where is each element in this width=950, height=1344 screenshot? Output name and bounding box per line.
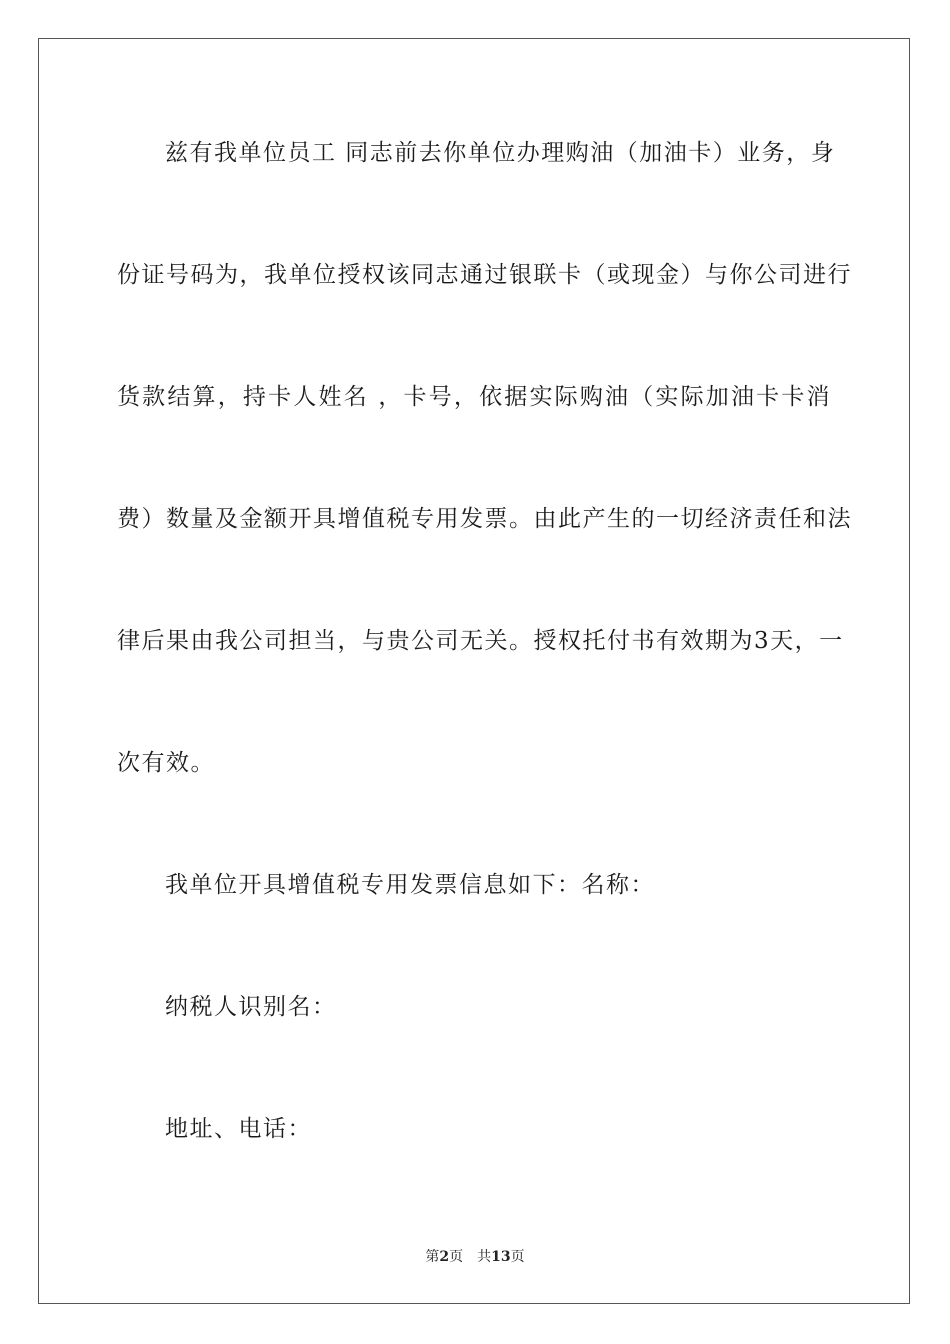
paragraph-line-2: 份证号码为，我单位授权该同志通过银联卡（或现金）与你公司进行 bbox=[117, 262, 852, 288]
total-prefix: 共 bbox=[477, 1249, 492, 1265]
address-phone-label: 地址、电话： bbox=[165, 1116, 312, 1142]
page-footer bbox=[0, 1248, 950, 1266]
paragraph-line-5: 律后果由我公司担当，与贵公司无关。授权托付书有效期为3天，一 bbox=[117, 628, 844, 654]
paragraph-line-1: 兹有我单位员工 同志前去你单位办理购油（加油卡）业务，身 bbox=[165, 140, 836, 166]
taxpayer-id-label: 纳税人识别名： bbox=[165, 994, 337, 1020]
paragraph-line-6: 次有效。 bbox=[117, 750, 215, 776]
paragraph-line-3: 货款结算，持卡人姓名 ，卡号，依据实际购油（实际加油卡卡消 bbox=[117, 384, 831, 410]
page-prefix: 第 bbox=[425, 1249, 440, 1265]
total-pages: 13 bbox=[491, 1249, 511, 1265]
total-suffix: 页 bbox=[510, 1249, 525, 1265]
page-number: 2 bbox=[439, 1249, 450, 1265]
page-suffix: 页 bbox=[449, 1249, 464, 1265]
invoice-info-heading: 我单位开具增值税专用发票信息如下：名称： bbox=[165, 872, 655, 898]
paragraph-line-4: 费）数量及金额开具增值税专用发票。由此产生的一切经济责任和法 bbox=[117, 506, 852, 532]
